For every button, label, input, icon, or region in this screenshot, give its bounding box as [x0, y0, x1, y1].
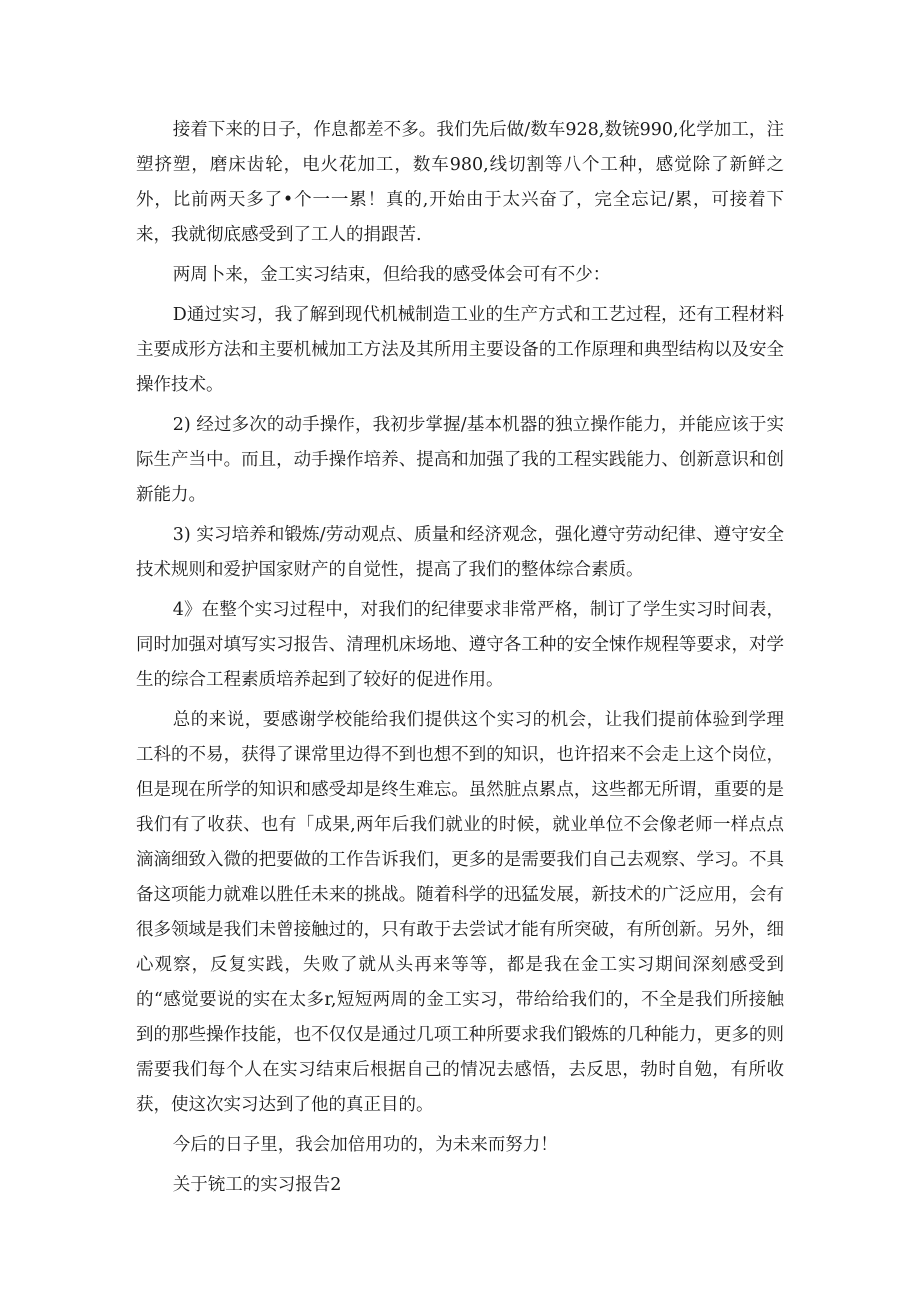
paragraph-point-3: 3) 实习培养和锻炼/劳动观点、质量和经济观念，强化遵守劳动纪律、遵守安全技术规则和爱护国家财产的自觉性，提高了我们的整体综合素质。 [136, 525, 784, 580]
paragraph-closing: 今后的日子里，我会加倍用功的，为未来而努力！ [172, 1135, 558, 1155]
paragraph-daily-routine: 接着下来的日子，作息都差不多。我们先后做/数车928,数铳990,化学加工，注塑挤塑，磨床齿轮，电火花加工，数车980,线切割等八个工种，感觉除了新鲜之外，比前两天多了•个一一累！真的,开始由于太兴奋了，完全忘记/累，可接着下来，我就彻底感受到了工人的捐跟苦. [136, 120, 784, 245]
document-body [136, 113, 784, 1203]
paragraph-point-2: 2) 经过多次的动手操作，我初步掌握/基本机器的独立操作能力，并能应该于实际生产当中。而且，动手操作培养、提高和加强了我的工程实践能力、创新意识和创新能力。 [136, 415, 784, 505]
paragraph-point-1: D通过实习，我了解到现代机械制造工业的生产方式和工艺过程，还有工程材料主要成形方法和主要机械加工方法及其所用主要设备的工作原理和典型结构以及安全操作技术。 [136, 305, 784, 395]
paragraph-point-4: 4》在整个实习过程中，对我们的纪律要求非常严格，制订了学生实习时间表，同时加强对填写实习报告、清理机床场地、遵守各工种的安全悚作规程等要求，对学生的综合工程素质培养起到了较好的促进作用。 [136, 600, 784, 690]
paragraph-two-weeks: 两周卜来，金工实习结束，但给我的感受体会可有不少： [172, 265, 611, 285]
report-2-heading: 关于铳工的实习报告2 [172, 1175, 342, 1195]
paragraph-summary: 总的来说，要感谢学校能给我们提供这个实习的机会，让我们提前体验到学理工科的不易，获得了课常里边得不到也想不到的知识，也许招来不会走上这个岗位，但是现在所学的知识和感受却是终生难忘。虽然脏点累点，这些都无所谓，重要的是我们有了收获、也有「成果,两年后我们就业的时候，就业单位不会像老师一样点点滴滴细致入微的把要做的工作告诉我们，更多的是需要我们自己去观察、学习。不具备这项能力就难以胜任未来的挑战。随着科学的迅猛发展，新技术的广泛应用，会有很多领域是我们未曾接触过的，只有敢于去尝试才能有所突破，有所创新。另外，细心观察，反复实践，失败了就从头再来等等，都是我在金工实习期间深刻感受到的“感觉要说的实在太多r,短短两周的金工实习，带给给我们的，不全是我们所接触到的那些操作技能，也不仅仅是通过几项工种所要求我们锻炼的几种能力，更多的则需要我们每个人在实习结束后根据自己的情况去感悟，去反思，勃时自勉，有所收获，使这次实习达到了他的真正目的。 [136, 710, 784, 1115]
